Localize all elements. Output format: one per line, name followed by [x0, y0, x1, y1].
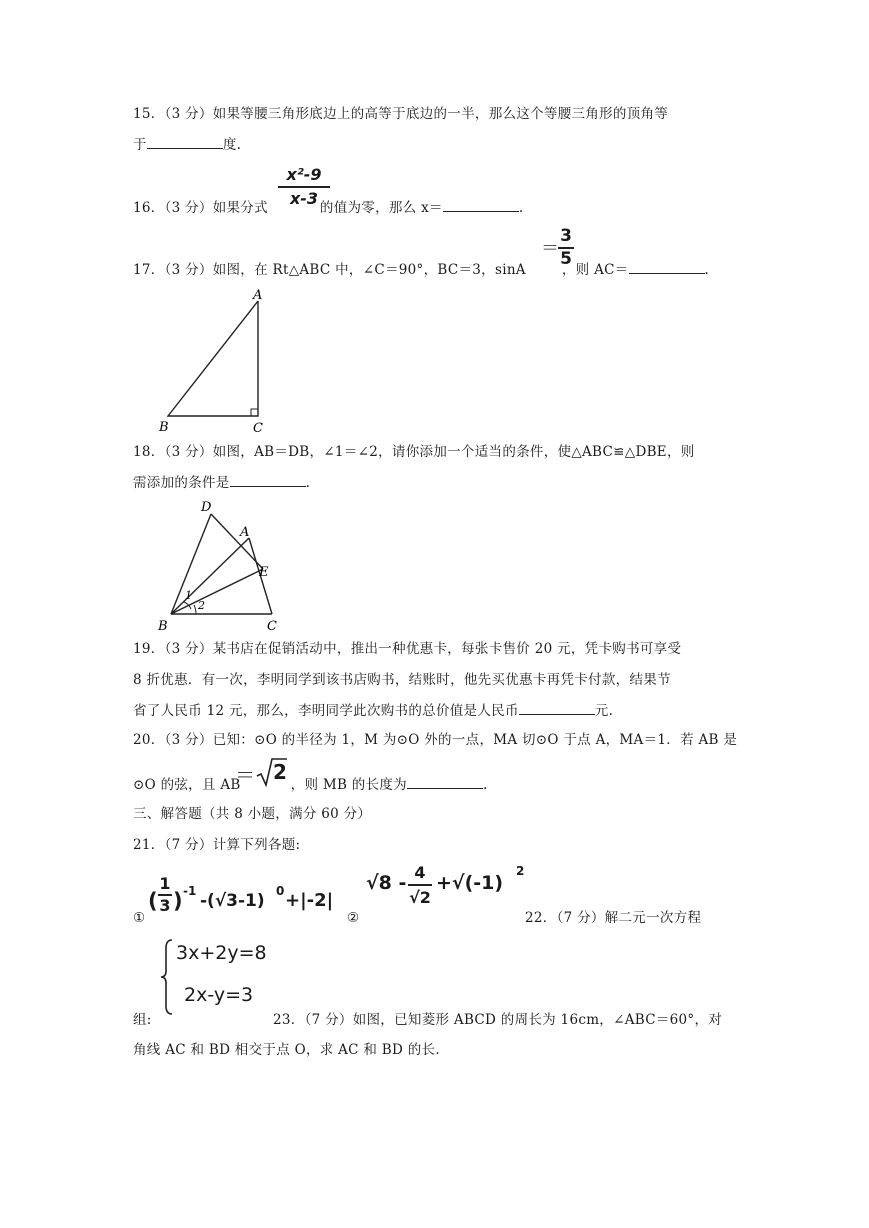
q17-equals: ＝: [541, 238, 559, 259]
q18-label-c: C: [267, 619, 277, 634]
section-3-heading: 三、解答题（共 8 小题，满分 60 分）: [133, 806, 372, 822]
q22-equation-2: 2x-y=3: [184, 984, 254, 1006]
q20-line1: 20．（3 分）已知：⊙O 的半径为 1，M 为⊙O 外的一点，MA 切⊙O 于点 A，MA＝1．若 AB 是: [133, 732, 738, 748]
q21-circle-1: ①: [133, 910, 146, 926]
q15-answer-blank[interactable]: [147, 134, 223, 149]
q20-equals: ＝: [235, 763, 255, 787]
q18-line2: [133, 472, 310, 493]
q17-prefix: 17．（3 分）如图，在 Rt△ABC 中，∠C＝90°，BC＝3，sinA: [133, 262, 526, 278]
q22-equation-1: 3x+2y=8: [176, 942, 267, 964]
q20-sqrt2: [256, 756, 288, 788]
q20-line2: [133, 774, 488, 795]
q16-suffix: 的值为零，那么 x＝: [319, 200, 443, 216]
q20-answer-blank[interactable]: [407, 774, 483, 789]
q16-fraction: [278, 164, 330, 210]
q21-expression-1: ( $\frac{1}{3}$ ) -1 -(√3-1) 0 +|-2|: [148, 874, 334, 915]
q18-label-angle2: 2: [198, 599, 205, 612]
q22-title: 22．（7 分）解二元一次方程: [525, 910, 702, 926]
q18-label-b: B: [158, 619, 168, 634]
q17-answer-blank[interactable]: [629, 259, 705, 274]
q15-prefix: 于: [133, 137, 147, 153]
q18-prefix: 需添加的条件是: [133, 475, 230, 491]
q17-denominator: 5: [558, 247, 574, 270]
q20-end: .: [482, 777, 488, 793]
q18-triangle-figure: [156, 494, 296, 634]
q18-label-e: E: [259, 565, 269, 580]
q20-prefix: ⊙O 的弦，且 AB: [133, 777, 241, 793]
q19-line3: [133, 700, 613, 721]
q21-expression-2: √8 - $\frac{4}{√2}$ +√(-1) 2: [366, 862, 531, 918]
q23-line1: 23．（7 分）如图，已知菱形 ABCD 的周长为 16cm，∠ABC＝60°，对: [273, 1012, 723, 1028]
q17-right-angle-mark: [251, 409, 258, 416]
q17-end: .: [704, 262, 710, 278]
q18-label-angle1: 1: [185, 589, 192, 602]
q18-suffix: .: [305, 475, 311, 491]
q17-line: [133, 259, 709, 280]
q16-answer-blank[interactable]: [443, 197, 519, 212]
q19-line1: 19．（3 分）某书店在促销活动中，推出一种优惠卡，每张卡售价 20 元，凭卡购书可享受: [133, 641, 682, 657]
q17-label-b: B: [159, 420, 169, 435]
q16-denominator: x-3: [278, 186, 330, 210]
q19-answer-blank[interactable]: [519, 700, 595, 715]
q19-line2: 8 折优惠．有一次，李明同学到该书店购书，结账时，他先买优惠卡再凭卡付款，结果节: [133, 672, 671, 688]
q20-sqrt-value: 2: [273, 760, 287, 784]
q20-suffix: ，则 MB 的长度为: [290, 777, 407, 793]
q15-line2: [133, 134, 241, 155]
q17-label-c: C: [253, 421, 263, 435]
q17-numerator: 3: [560, 226, 572, 246]
q19-suffix: 元.: [594, 703, 614, 719]
q22-brace: [160, 938, 174, 1016]
q21-title: 21．（7 分）计算下列各题:: [133, 837, 301, 853]
q16-end: .: [518, 200, 524, 216]
q17-suffix: ，则 AC＝: [561, 262, 629, 278]
q19-prefix: 省了人民币 12 元，那么，李明同学此次购书的总价值是人民币: [133, 703, 519, 719]
q15-suffix: 度.: [222, 137, 242, 153]
q17-fraction: [558, 226, 574, 270]
q18-line1: 18．（3 分）如图，AB＝DB，∠1＝∠2，请你添加一个适当的条件，使△ABC≌△DBE，则: [133, 444, 695, 460]
q18-answer-blank[interactable]: [230, 472, 306, 487]
q21-circle-2: ②: [347, 910, 360, 926]
q17-label-a: A: [253, 288, 263, 303]
q22-equation-system: [160, 938, 280, 1018]
q18-label-a: A: [240, 525, 250, 540]
q21-expr1-fraction: $\frac{1}{3}$: [159, 874, 171, 915]
q22-suffix: 组:: [133, 1012, 152, 1028]
q16-prefix: 16．（3 分）如果分式: [133, 200, 268, 216]
q15-line1: 15．（3 分）如果等腰三角形底边上的高等于底边的一半，那么这个等腰三角形的顶角等: [133, 106, 669, 122]
q18-label-d: D: [201, 500, 212, 515]
q23-line2: 角线 AC 和 BD 相交于点 O，求 AC 和 BD 的长.: [133, 1042, 440, 1058]
q21-expr2-fraction: $\frac{4}{√2}$: [408, 862, 432, 910]
q16-numerator: x²-9: [286, 165, 322, 184]
q17-triangle-figure: [150, 283, 280, 435]
q17-triangle: [168, 301, 258, 416]
